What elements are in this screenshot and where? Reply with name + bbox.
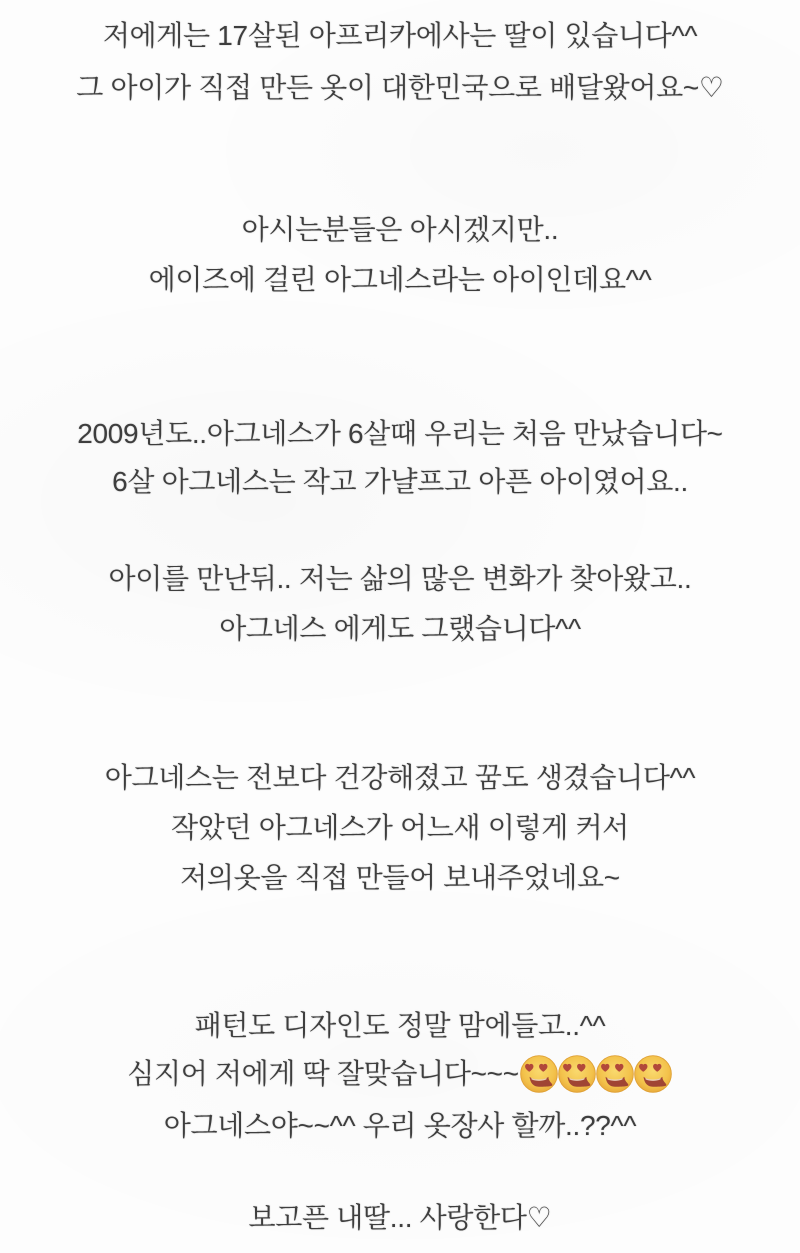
heart-eyes-emoji-icon xyxy=(633,1054,673,1094)
post-line-12: 패턴도 디자인도 정말 맘에들고..^^ xyxy=(194,1010,606,1041)
post-line-5: 2009년도..아그네스가 6살때 우리는 처음 만났습니다~ xyxy=(77,418,723,449)
post-line-7: 아이를 만난뒤.. 저는 삶의 많은 변화가 찾아왔고.. xyxy=(108,563,692,594)
heart-eyes-emoji-icon xyxy=(519,1054,559,1094)
post-line-11: 저의옷을 직접 만들어 보내주었네요~ xyxy=(180,862,620,893)
post-line-9: 아그네스는 전보다 건강해졌고 꿈도 생겼습니다^^ xyxy=(104,762,696,793)
heart-eyes-emoji-row xyxy=(521,1054,673,1094)
post-line-3: 아시는분들은 아시겠지만.. xyxy=(241,214,559,245)
post-line-6: 6살 아그네스는 작고 가냘프고 아픈 아이였어요.. xyxy=(112,466,688,497)
heart-eyes-emoji-icon xyxy=(557,1054,597,1094)
heart-eyes-emoji-icon xyxy=(595,1054,635,1094)
post-line-2: 그 아이가 직접 만든 옷이 대한민국으로 배달왔어요~♡ xyxy=(76,72,724,103)
post-line-10: 작았던 아그네스가 어느새 이렇게 커서 xyxy=(171,812,629,843)
post-line-14: 아그네스야~~^^ 우리 옷장사 할까..??^^ xyxy=(163,1110,637,1141)
post-line-1: 저에게는 17살된 아프리카에사는 딸이 있습니다^^ xyxy=(102,20,698,51)
post-line-13 xyxy=(0,1052,800,1096)
post-line-13-text: 심지어 저에게 딱 잘맞습니다~~~ xyxy=(127,1058,519,1089)
post-line-8: 아그네스 에게도 그랬습니다^^ xyxy=(219,613,581,644)
post-line-4: 에이즈에 걸린 아그네스라는 아이인데요^^ xyxy=(148,264,652,295)
post-line-15: 보고픈 내딸... 사랑한다♡ xyxy=(248,1202,552,1233)
